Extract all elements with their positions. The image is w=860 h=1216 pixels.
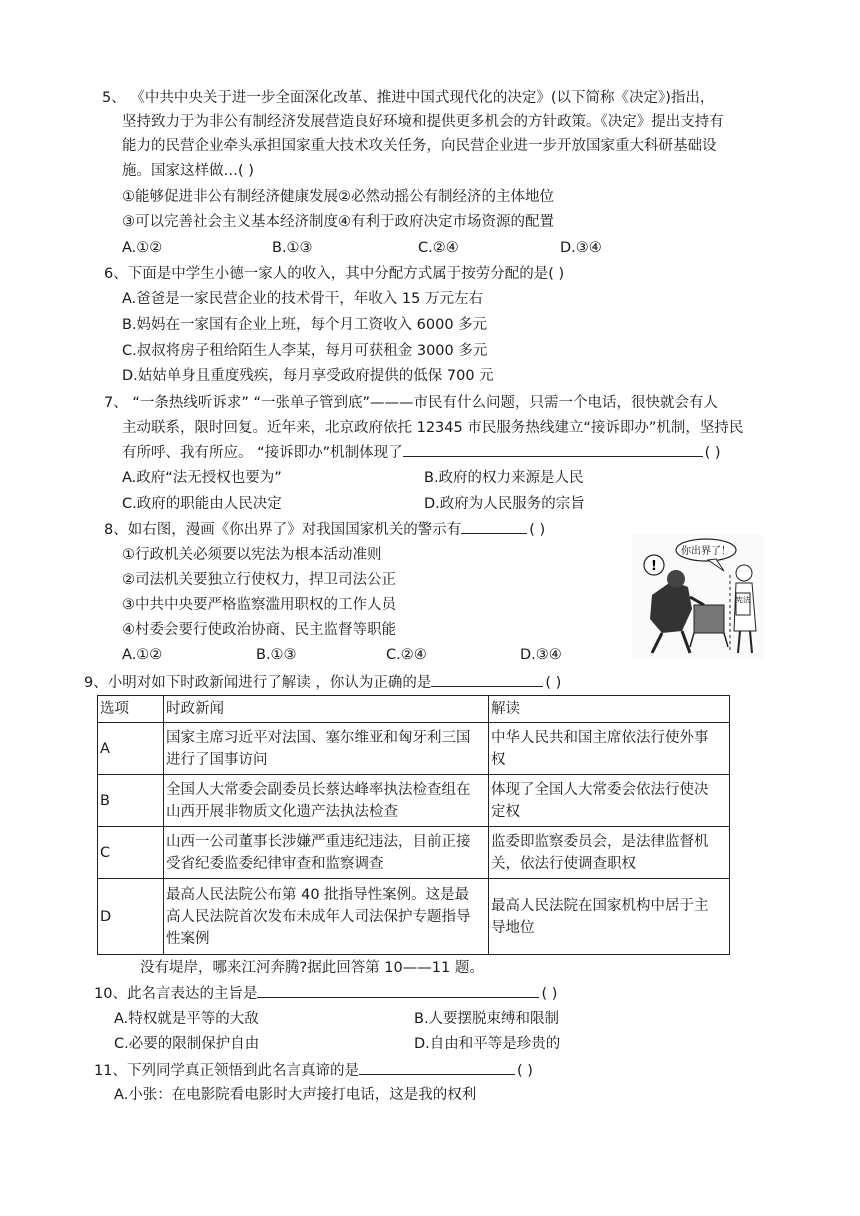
- row-news: 国家主席习近平对法国、塞尔维亚和匈牙利三国 进行了国事访问: [164, 723, 489, 775]
- q10-stem-line: [94, 983, 557, 1004]
- q6-option-a: A.爸爸是一家民营企业的技术骨干，年收入 15 万元左右: [122, 291, 483, 307]
- q7-stem-line-1: 7、 “一条热线听诉求” “一张单子管到底”———市民有什么问题，只需一个电话，很快就会有人: [104, 395, 718, 411]
- q7-option-c: C.政府的职能由人民决定: [122, 496, 282, 512]
- q10-option-c: C.必要的限制保护自由: [114, 1036, 260, 1052]
- cartoon-illustration: [632, 535, 764, 659]
- q7-stem-line-2: 主动联系，限时回复。近年来，北京政府依托 12345 市民服务热线建立“接诉即办”机制，坚持民: [122, 420, 744, 436]
- q7-option-d: D.政府为人民服务的宗旨: [424, 496, 585, 512]
- q8-statement-1: ①行政机关必须要以宪法为根本活动准则: [122, 547, 382, 563]
- q8-stem: 8、如右图，漫画《你出界了》对我国国家机关的警示有: [104, 522, 462, 538]
- q7-option-b: B.政府的权力来源是人民: [424, 470, 584, 486]
- row-option: C: [98, 827, 164, 879]
- q8-option-d: D.③④: [520, 647, 562, 663]
- q10-option-b: B.人要摆脱束缚和限制: [414, 1011, 560, 1027]
- answer-blank: [359, 1060, 515, 1075]
- q8-statement-2: ②司法机关要独立行使权力，捍卫司法公正: [122, 572, 396, 588]
- table-row: [98, 827, 730, 879]
- row-news: 全国人大常委会副委员长蔡达峰率执法检查组在 山西开展非物质文化遗产法执法检查: [164, 775, 489, 827]
- answer-blank: [431, 672, 543, 687]
- row-option: B: [98, 775, 164, 827]
- q10-paren: ( ): [541, 986, 558, 1002]
- q5-stem-line-3: 能力的民营企业牵头承担国家重大技术攻关任务，向民营企业进一步开放国家重大科研基础设: [122, 138, 717, 154]
- row-news: 山西一公司董事长涉嫌严重违纪违法，目前正接 受省纪委监委纪律审查和监察调查: [164, 827, 489, 879]
- q6-option-d: D.姑姑单身且重度残疾，每月享受政府提供的低保 700 元: [122, 368, 494, 384]
- q11-stem-line: [94, 1060, 533, 1081]
- cartoon-caption: 你出界了！: [681, 546, 731, 557]
- q5-option-c: C.②④: [418, 240, 459, 256]
- row-news: 最高人民法院公布第 40 批指导性案例。这是最 高人民法院首次发布未成年人司法保护专题指导 性案例: [164, 879, 489, 955]
- q7-paren: ( ): [704, 445, 721, 461]
- row-reading: 最高人民法院在国家机构中居于主 导地位: [489, 879, 730, 955]
- q6-option-b: B.妈妈在一家国有企业上班，每个月工资收入 6000 多元: [122, 317, 488, 333]
- header-option: 选项: [98, 696, 164, 723]
- q8-statement-3: ③中共中央要严格监察滥用职权的工作人员: [122, 597, 396, 613]
- header-news: 时政新闻: [164, 696, 489, 723]
- answer-blank: [257, 983, 539, 998]
- q7-stem-text: 有所呼、我有所应。 “接诉即办”机制体现了: [122, 445, 403, 461]
- q8-option-a: A.①②: [122, 647, 163, 663]
- q10-option-d: D.自由和平等是珍贵的: [414, 1036, 561, 1052]
- q9-paren: ( ): [545, 675, 562, 691]
- q7-option-a: A.政府“法无授权也要为”: [122, 470, 282, 486]
- q5-option-d: D.③④: [560, 240, 602, 256]
- q5-stem-line-2: 坚持致力于为非公有制经济发展营造良好环境和提供更多机会的方针政策。《决定》提出支持有: [122, 114, 724, 130]
- q8-stem-line: [104, 519, 545, 540]
- q11-option-a: A.小张：在电影院看电影时大声接打电话，这是我的权利: [114, 1087, 477, 1103]
- cartoon-book-title: 宪法: [736, 596, 750, 604]
- answer-blank: [403, 442, 703, 457]
- table-header-row: [98, 696, 730, 723]
- q5-statement-1: ①能够促进非公有制经济健康发展②必然动摇公有制经济的主体地位: [122, 189, 554, 205]
- q11-stem: 11、下列同学真正领悟到此名言真谛的是: [94, 1063, 359, 1079]
- q7-stem-line-3: [122, 442, 721, 463]
- q9-table: [97, 695, 730, 955]
- q6-stem: 6、下面是中学生小德一家人的收入，其中分配方式属于按劳分配的是( ): [104, 266, 565, 282]
- q9-stem: 9、小明对如下时政新闻进行了解读 ，你认为正确的是: [84, 675, 432, 691]
- row-option: A: [98, 723, 164, 775]
- q9-stem-line: [84, 672, 561, 693]
- intro-text: 没有堤岸，哪来江河奔腾?据此回答第 10——11 题。: [140, 960, 484, 976]
- row-reading: 中华人民共和国主席依法行使外事 权: [489, 723, 730, 775]
- q5-stem-line-1: 5、 《中共中央关于进一步全面深化改革、推进中国式现代化的决定》(以下简称《决定》)指出，: [102, 90, 715, 106]
- header-reading: 解读: [489, 696, 730, 723]
- q5-statement-2: ③可以完善社会主义基本经济制度④有利于政府决定市场资源的配置: [122, 214, 554, 230]
- q5-option-b: B.①③: [272, 240, 313, 256]
- q5-stem-line-4: 施。国家这样做…( ): [122, 163, 254, 179]
- q8-option-b: B.①③: [256, 647, 297, 663]
- q11-paren: ( ): [516, 1063, 533, 1079]
- table-row: [98, 723, 730, 775]
- q8-statement-4: ④村委会要行使政治协商、民主监督等职能: [122, 622, 396, 638]
- q8-option-c: C.②④: [386, 647, 427, 663]
- row-reading: 体现了全国人大常委会依法行使决 定权: [489, 775, 730, 827]
- q10-option-a: A.特权就是平等的大敌: [114, 1011, 259, 1027]
- svg-text:!: !: [651, 559, 657, 574]
- row-reading: 监委即监察委员会，是法律监督机 关，依法行使调查职权: [489, 827, 730, 879]
- q5-option-a: A.①②: [122, 240, 163, 256]
- answer-blank: [461, 519, 527, 534]
- q10-stem: 10、此名言表达的主旨是: [94, 986, 258, 1002]
- q6-option-c: C.叔叔将房子租给陌生人李某，每月可获租金 3000 多元: [122, 343, 488, 359]
- q8-paren: ( ): [529, 522, 546, 538]
- row-option: D: [98, 879, 164, 955]
- table-row: [98, 879, 730, 955]
- table-row: [98, 775, 730, 827]
